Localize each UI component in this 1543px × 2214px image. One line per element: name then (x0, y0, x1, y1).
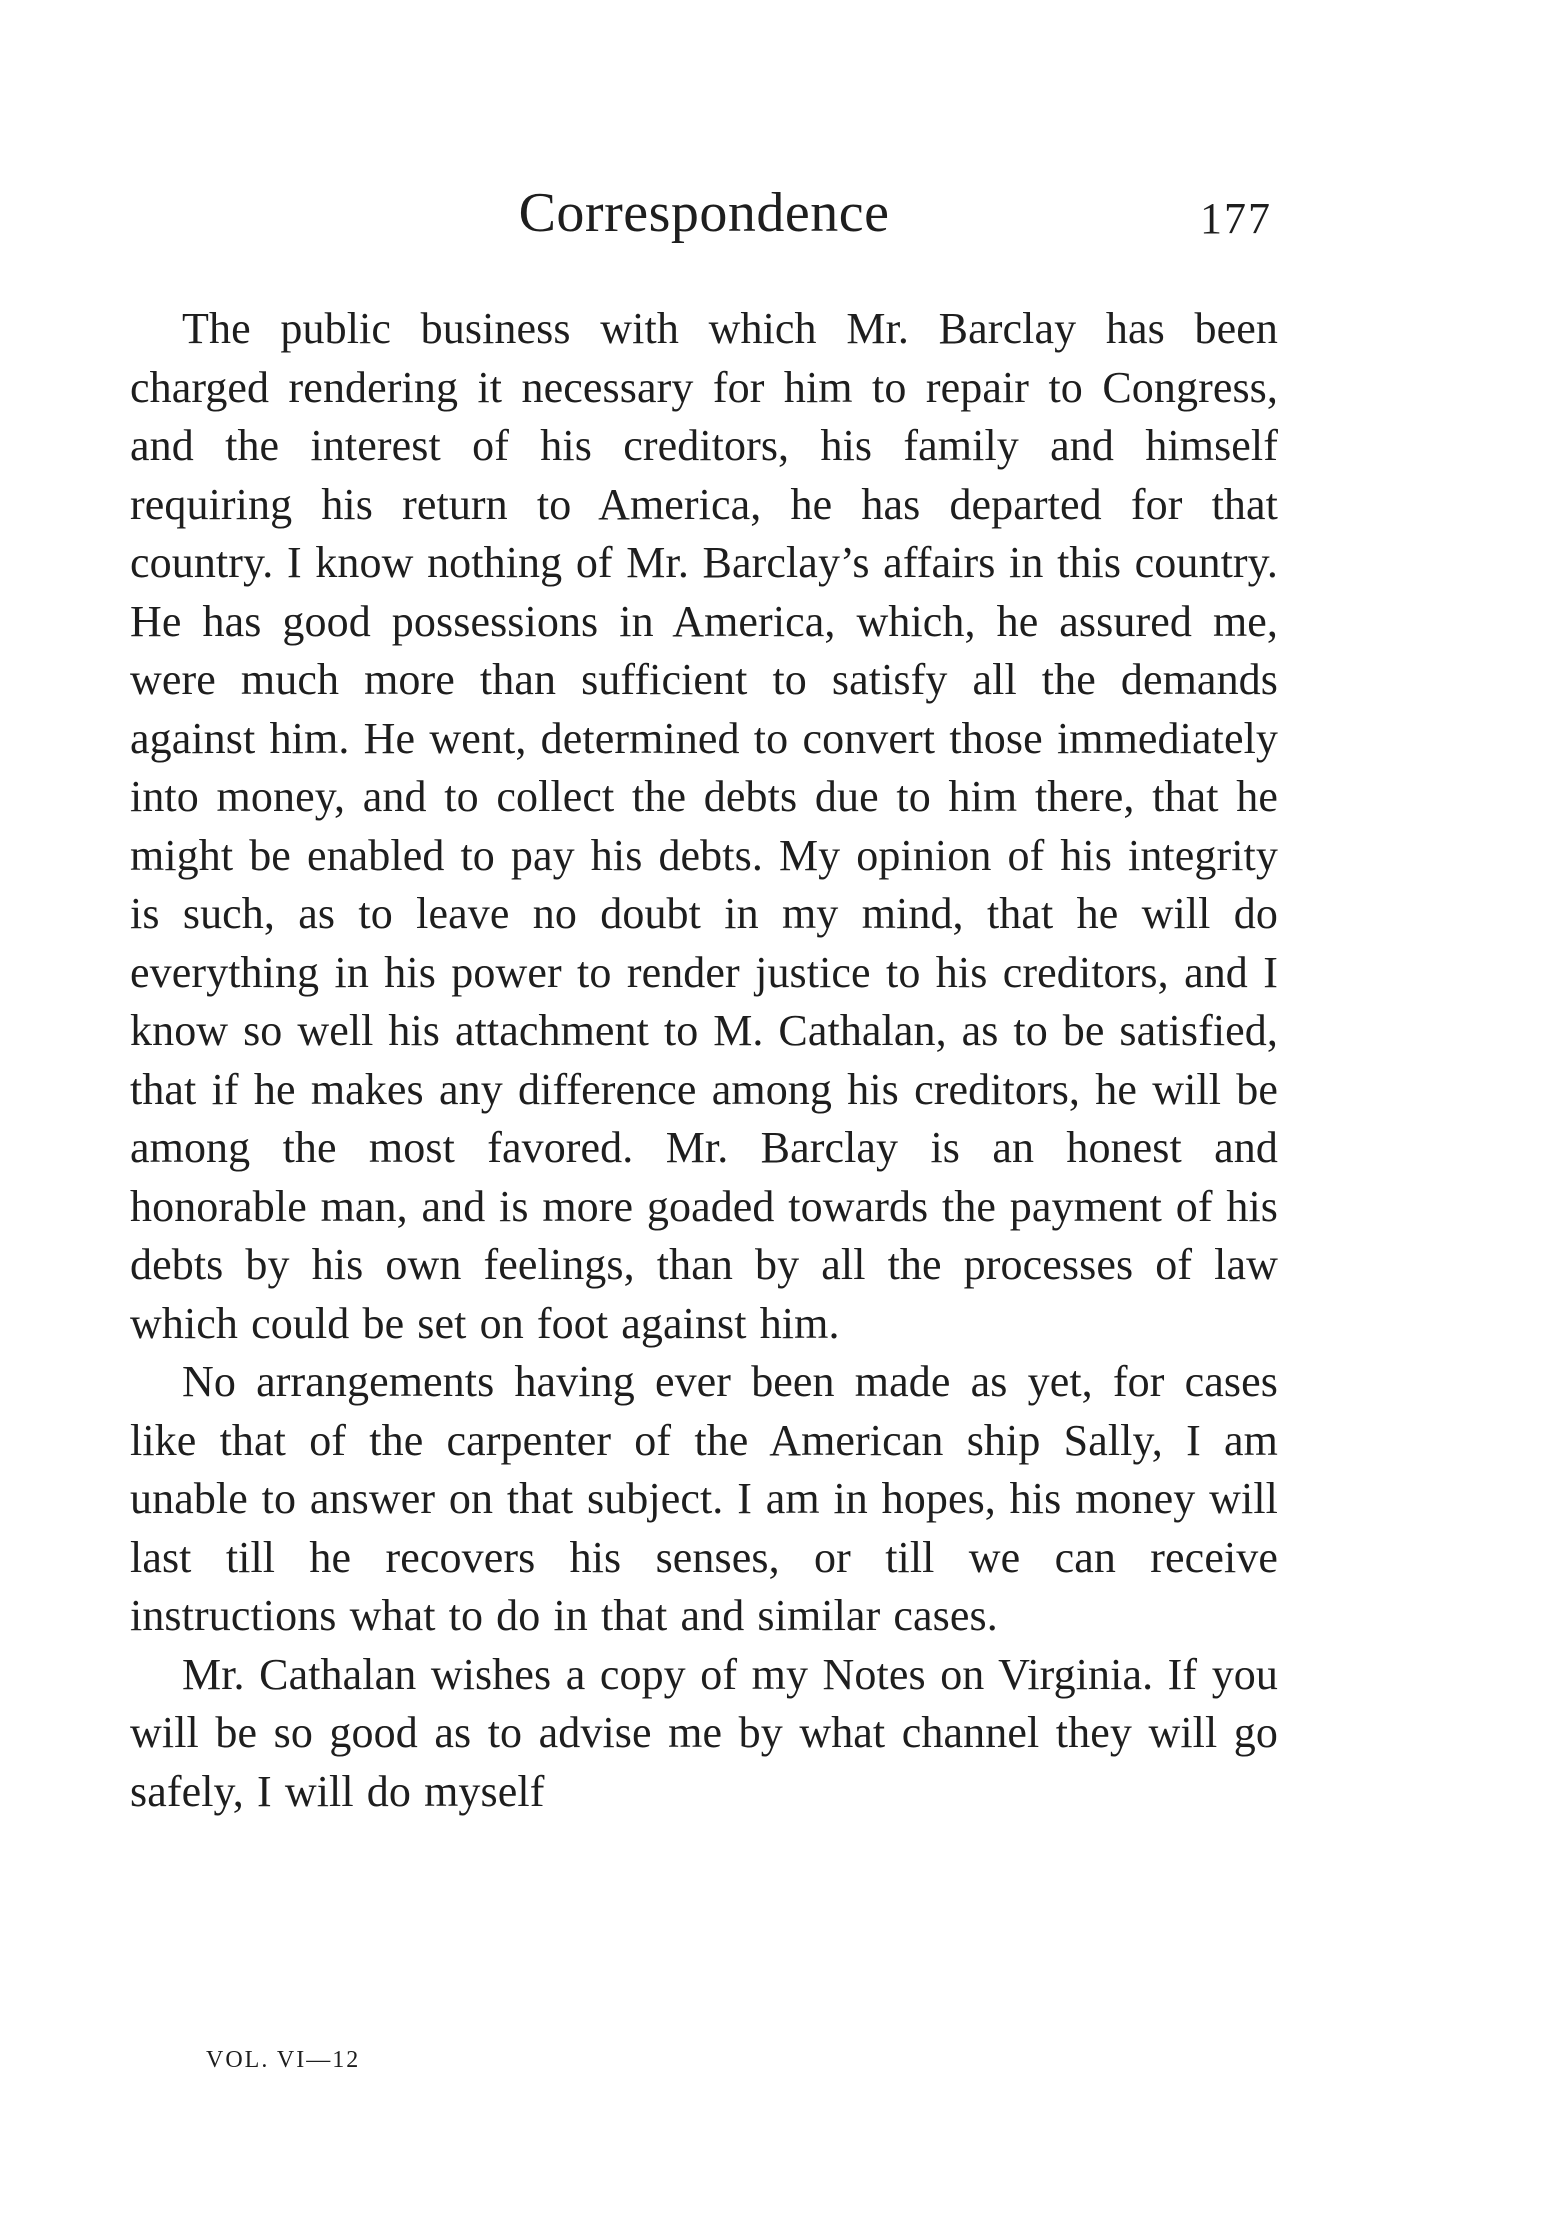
running-title: Correspondence (518, 182, 890, 244)
paragraph-1: The public business with which Mr. Barclay has been charged rendering it necessary for him to repair to Congress, and the interest of his creditors, his family and himself requiring his return to America, he has departed for that country. I know nothing of Mr. Barclay’s affairs in this country. He has good possessions in America, which, he assured me, were much more than sufficient to satisfy all the demands against him. He went, determined to convert those immediately into money, and to collect the debts due to him there, that he might be enabled to pay his debts. My opinion of his integrity is such, as to leave no doubt in my mind, that he will do everything in his power to render justice to his creditors, and I know so well his attachment to M. Cathalan, as to be satisfied, that if he makes any difference among his creditors, he will be among the most favored. Mr. Barclay is an honest and honorable man, and is more goaded towards the payment of his debts by his own feelings, than by all the processes of law which could be set on foot against him. (130, 304, 1278, 1348)
paragraph-3: Mr. Cathalan wishes a copy of my Notes on Virginia. If you will be so good as to advise me by what channel they will go safely, I will do myself (130, 1649, 1278, 1816)
paragraph-2: No arrangements having ever been made as yet, for cases like that of the carpenter of the American ship Sally, I am unable to answer on that subject. I am in hopes, his money will last till he recovers his senses, or till we can receive instructions what to do in that and similar cases. (130, 1357, 1278, 1640)
running-head (130, 178, 1278, 258)
signature-mark: VOL. VI—12 (206, 2047, 361, 2073)
body-text (130, 300, 1278, 1821)
page-number: 177 (1200, 194, 1272, 243)
